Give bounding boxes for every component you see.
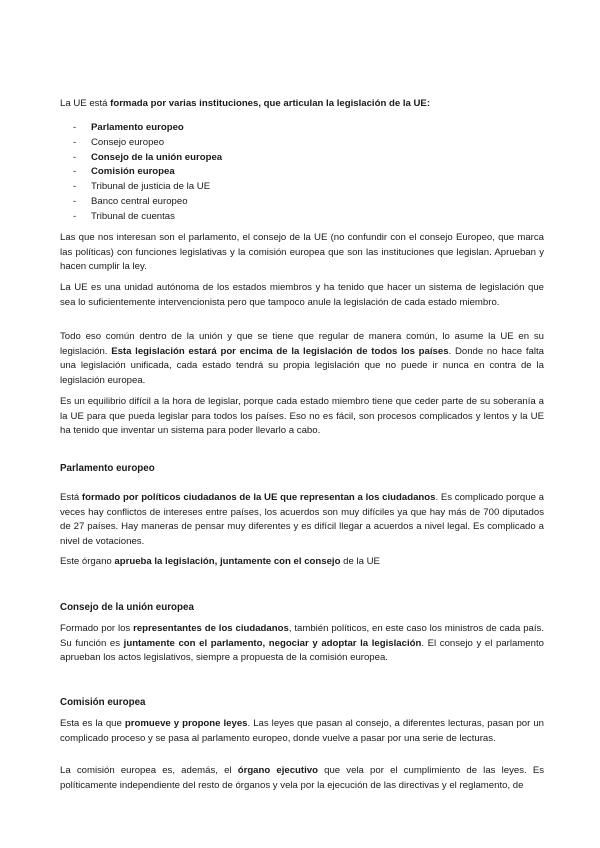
list-item-label: Banco central europeo <box>91 195 188 207</box>
paragraph-balance: Es un equilibrio difícil a la hora de legislar, porque cada estado miembro tiene que ceder parte de su soberanía a la UE para que pueda legislar para todos los países. Eso no es fácil, son procesos complicados y lentos y la UE ha tenido que inventar un sistema para poder llevarlo a cabo. <box>60 396 544 437</box>
paragraph-comision-2 <box>60 764 544 793</box>
section-heading-consejo: Consejo de la unión europea <box>60 602 194 613</box>
text-run: . Las leyes que pasan al consejo, a diferentes lecturas, pasan por un complicado proceso y se pasa al parlamento europeo, donde vuelve a pasar por una serie de lecturas. <box>60 718 545 744</box>
list-dash: - <box>73 181 77 193</box>
list-item <box>60 136 222 151</box>
list-item-label: Consejo de la unión europea <box>91 151 223 163</box>
text-run: Formado por los <box>60 623 134 634</box>
text-run: La comisión europea es, además, el <box>60 765 238 776</box>
list-item-label: Comisión europea <box>91 166 175 178</box>
list-item <box>60 180 222 195</box>
paragraph-common-legislation <box>60 330 544 388</box>
paragraph-consejo <box>60 622 544 666</box>
text-run: Este órgano <box>60 556 115 567</box>
intro-paragraph <box>60 97 544 112</box>
list-item-label: Consejo europeo <box>91 136 165 148</box>
text-run: Esta es la que <box>60 718 125 729</box>
institutions-list <box>60 121 222 225</box>
list-item <box>60 121 222 136</box>
paragraph-parlamento-1 <box>60 491 544 549</box>
intro-text: La UE está <box>60 98 111 109</box>
list-dash: - <box>73 122 77 133</box>
bold-text-run: promueve y propone leyes <box>124 718 248 729</box>
list-item <box>60 195 222 210</box>
text-run: . El consejo y el parlamento aprueban los actos legislativos, siempre a propuesta de la comisión europea. <box>60 637 544 664</box>
text-run: Todo eso común dentro de la unión y que se tiene que regular de manera común, lo asume la UE en su legislación. <box>60 331 544 357</box>
paragraph-autonomy: La UE es una unidad autónoma de los estados miembros y ha tenido que hacer un sistema de legislación que sea lo suficientemente intervencionista pero que tampoco anule la legislación de cada estado miembro. <box>60 282 544 308</box>
list-item-label: Tribunal de cuentas <box>91 210 175 222</box>
bold-text-run: formado por políticos ciudadanos de la UE que representan a los ciudadanos <box>81 492 436 503</box>
bold-text-run: Esta legislación estará por encima de la legislación de todos los países <box>111 345 449 357</box>
intro-bold-text: formada por varias instituciones, que articulan la legislación de la UE: <box>110 98 431 109</box>
list-dash: - <box>73 166 77 178</box>
text-run: , también políticos, en este caso los ministros de cada país. Su función es <box>60 623 544 649</box>
paragraph-comision-1 <box>60 717 544 746</box>
bold-text-run: representantes de los ciudadanos <box>133 623 289 634</box>
list-dash: - <box>73 210 77 222</box>
list-item <box>60 151 222 166</box>
text-run: de la UE <box>340 556 380 567</box>
list-dash: - <box>73 151 77 163</box>
text-run: . Es complicado porque a veces hay conflictos de intereses entre países, los acuerdos son muy difíciles ya que hay más de 700 diputados de 27 países. Hay maneras de pensar muy diferentes y es difícil llegar a acuerdos a nivel legal. Es complicado a nivel de votaciones. <box>60 492 544 547</box>
list-item <box>60 210 222 225</box>
bold-text-run: aprueba la legislación, juntamente con el consejo <box>114 556 341 567</box>
section-heading-comision: Comisión europea <box>60 697 146 708</box>
paragraph-interest: Las que nos interesan son el parlamento, el consejo de la UE (no confundir con el consejo Europeo, que marca las políticas) con funciones legislativas y la comisión europea que son las instituciones que legislan. Aprueban y hacen cumplir la ley. <box>60 232 544 273</box>
text-run: Está <box>60 492 82 503</box>
list-item-label: Tribunal de justicia de la UE <box>91 181 211 193</box>
section-heading-parlamento: Parlamento europeo <box>60 463 155 474</box>
list-item <box>60 165 222 180</box>
text-run: . Donde no hace falta una legislación unificada, cada estado tendrá su propia legislación que no puede ir nunca en contra de la legislación europea. <box>60 345 544 386</box>
list-item-label: Parlamento europeo <box>91 122 184 133</box>
list-dash: - <box>73 136 77 148</box>
bold-text-run: órgano ejecutivo <box>237 765 318 776</box>
bold-text-run: juntamente con el parlamento, negociar y adoptar la legislación <box>123 637 422 649</box>
list-dash: - <box>73 195 77 207</box>
paragraph-parlamento-2 <box>60 555 544 570</box>
text-run: que vela por el cumplimiento de las leyes. Es políticamente independiente del resto de órganos y vela por la ejecución de las directivas y el reglamento, de <box>60 765 545 791</box>
